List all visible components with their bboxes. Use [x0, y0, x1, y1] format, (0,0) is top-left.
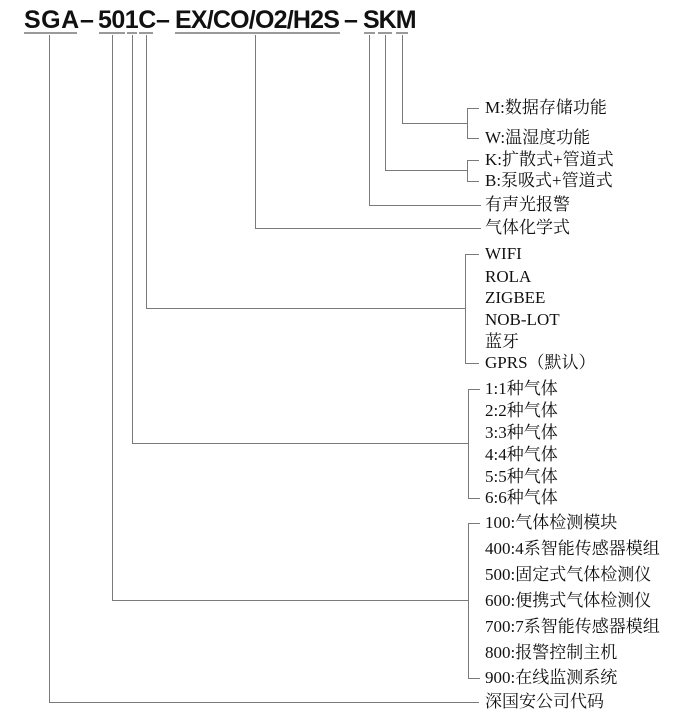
label-gascount-6: 6:6种气体	[485, 488, 558, 507]
label-company-code: 深国安公司代码	[485, 692, 604, 711]
label-comm-wifi: WIFI	[485, 244, 522, 263]
model-code-dash-1: –	[80, 6, 95, 34]
wire-gas-formula	[256, 35, 482, 229]
wire-1-gas-count	[133, 35, 469, 444]
label-series-400: 400:4系智能传感器模组	[485, 539, 660, 558]
bracket-sampling	[468, 161, 480, 182]
wire-k-sampling	[386, 35, 468, 171]
label-comm-rola: ROLA	[485, 267, 532, 286]
label-series-500: 500:固定式气体检测仪	[485, 565, 652, 584]
label-sampling-b: B:泵吸式+管道式	[485, 171, 613, 190]
label-comm-bluetooth: 蓝牙	[485, 332, 519, 351]
bracket-communication	[466, 255, 480, 364]
label-function-w: W:温湿度功能	[485, 128, 591, 147]
model-code-company: SGA	[24, 6, 80, 34]
bracket-function	[468, 109, 480, 139]
label-series-100: 100:气体检测模块	[485, 513, 618, 532]
label-series-800: 800:报警控制主机	[485, 643, 618, 662]
label-comm-zigbee: ZIGBEE	[485, 288, 546, 307]
label-series-700: 700:7系智能传感器模组	[485, 617, 660, 636]
label-series-600: 600:便携式气体检测仪	[485, 591, 652, 610]
bracket-gas-count	[469, 390, 481, 499]
wire-c-communication	[147, 35, 466, 309]
label-gas-formula: 气体化学式	[485, 218, 570, 237]
label-gascount-2: 2:2种气体	[485, 401, 558, 420]
label-sampling-k: K:扩散式+管道式	[485, 150, 614, 169]
label-gascount-4: 4:4种气体	[485, 445, 558, 464]
label-alarm: 有声光报警	[485, 195, 570, 214]
model-code-gas-formula: EX/CO/O2/H2S	[175, 6, 340, 34]
label-comm-gprs: GPRS（默认）	[485, 353, 596, 372]
wire-sga-company	[50, 35, 480, 703]
label-gascount-3: 3:3种气体	[485, 423, 558, 442]
label-function-m: M:数据存储功能	[485, 98, 607, 117]
model-code-dash-3: –	[344, 6, 359, 34]
model-code-suffix: SKM	[363, 6, 416, 34]
label-comm-nob-lot: NOB-LOT	[485, 310, 560, 329]
wire-5-series	[113, 35, 469, 601]
bracket-series	[469, 524, 481, 679]
label-gascount-5: 5:5种气体	[485, 467, 558, 486]
model-code-dash-2: –	[156, 6, 171, 34]
label-gascount-1: 1:1种气体	[485, 379, 558, 398]
label-series-900: 900:在线监测系统	[485, 668, 618, 687]
model-code-series: 501C	[98, 6, 156, 34]
wire-m-function	[403, 35, 468, 124]
wire-s-alarm	[370, 35, 482, 206]
